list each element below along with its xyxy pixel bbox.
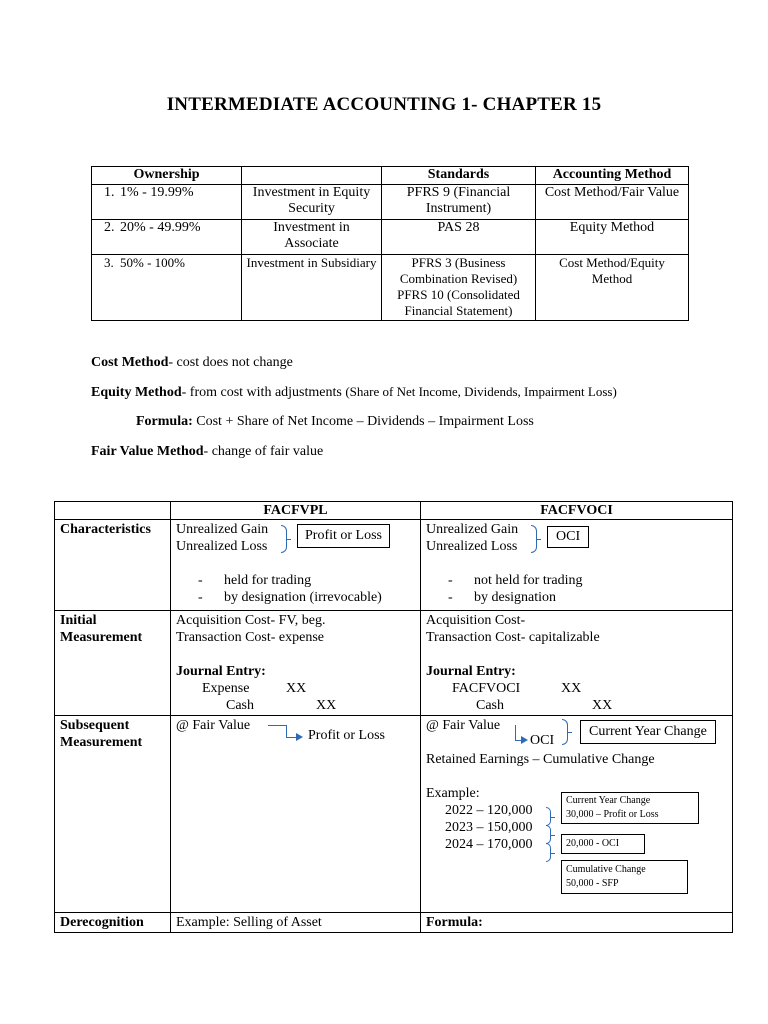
current-year-change-box: Current Year Change xyxy=(580,720,716,744)
table-row xyxy=(92,255,689,321)
ownership-range: 2. 20% - 49.99% xyxy=(92,220,242,255)
fvoci-derecognition: Formula: xyxy=(421,913,733,933)
brace-icon xyxy=(281,525,287,553)
note-box: 20,000 - OCI xyxy=(561,834,645,854)
profit-or-loss-label: Profit or Loss xyxy=(308,728,385,743)
table-header-row xyxy=(55,502,733,520)
fvpl-characteristics: Unrealized Gain Unrealized Loss Profit or Loss - held for trading - by designation (irrevocable) xyxy=(171,520,421,611)
journal-credit-amount: XX xyxy=(316,698,337,713)
arrowhead-icon xyxy=(296,733,303,741)
investment-type: Investment in Equity Security xyxy=(242,185,382,220)
profit-or-loss-box: Profit or Loss xyxy=(297,524,390,548)
fair-value-method-definition: Fair Value Method- change of fair value xyxy=(91,444,324,459)
oci-box: OCI xyxy=(547,526,589,548)
fvoci-initial-measurement: Acquisition Cost- Transaction Cost- capitalizable Journal Entry: FACFVOCI XX Cash XX xyxy=(421,611,733,716)
table-row xyxy=(55,611,733,716)
brace-icon xyxy=(531,525,537,553)
note-box: Current Year Change 30,000 – Profit or Loss xyxy=(561,792,699,824)
row-header: Subsequent Measurement xyxy=(55,716,171,913)
fvpl-derecognition: Example: Selling of Asset xyxy=(171,913,421,933)
oci-label: OCI xyxy=(530,733,555,748)
table-row xyxy=(55,520,733,611)
row-header: Initial Measurement xyxy=(55,611,171,716)
arrowhead-icon xyxy=(521,736,528,744)
ownership-range: 1. 1% - 19.99% xyxy=(92,185,242,220)
equity-method-definition: Equity Method- from cost with adjustments (Share of Net Income, Dividends, Impairment Loss) xyxy=(91,384,617,400)
journal-debit-amount: XX xyxy=(286,681,307,696)
cost-method-definition: Cost Method- cost does not change xyxy=(91,355,293,370)
arrow-icon xyxy=(268,725,287,738)
row-header: Characteristics xyxy=(55,520,171,611)
journal-debit: FACFVOCI xyxy=(452,681,521,696)
table-row xyxy=(55,913,733,933)
note-box: Cumulative Change 50,000 - SFP xyxy=(561,860,688,894)
brace-icon xyxy=(546,825,551,844)
ownership-range: 3. 50% - 100% xyxy=(92,255,242,321)
standard: PFRS 9 (Financial Instrument) xyxy=(382,185,536,220)
brace-icon xyxy=(546,843,551,862)
standard: PAS 28 xyxy=(382,220,536,255)
fvpl-subsequent-measurement: @ Fair Value Profit or Loss xyxy=(171,716,421,913)
fvpl-initial-measurement: Acquisition Cost- FV, beg. Transaction Cost- expense Journal Entry: Expense XX Cash XX xyxy=(171,611,421,716)
accounting-method: Equity Method xyxy=(536,220,689,255)
row-header: Derecognition xyxy=(55,913,171,933)
brace-icon xyxy=(546,807,551,826)
table-header-row xyxy=(92,167,689,185)
column-header: Standards xyxy=(382,167,536,185)
column-header xyxy=(242,167,382,185)
column-header: FACFVOCI xyxy=(421,502,733,520)
journal-credit: Cash xyxy=(226,698,254,713)
column-header: Ownership xyxy=(92,167,242,185)
accounting-method: Cost Method/Fair Value xyxy=(536,185,689,220)
page-title: INTERMEDIATE ACCOUNTING 1- CHAPTER 15 xyxy=(166,94,602,115)
fvoci-subsequent-measurement: @ Fair Value OCI Current Year Change Retained Earnings – Cumulative Change Example: 2022 – 120,000 2023 – 150,000 2024 – 170,000 Current Year Change 30,000 – Profit or Loss 20,000 - OCI Cumulative Change 50,000 - SFP xyxy=(421,716,733,913)
table-row xyxy=(55,716,733,913)
column-header: FACFVPL xyxy=(171,502,421,520)
fvoci-characteristics: Unrealized Gain Unrealized Loss OCI - not held for trading - by designation xyxy=(421,520,733,611)
investment-type: Investment in Subsidiary xyxy=(242,255,382,321)
arrow-icon xyxy=(515,725,516,740)
investment-type: Investment in Associate xyxy=(242,220,382,255)
journal-debit: Expense xyxy=(202,681,250,696)
table-row xyxy=(92,220,689,255)
standard: PFRS 3 (Business Combination Revised) PFRS 10 (Consolidated Financial Statement) xyxy=(382,255,536,321)
ownership-table xyxy=(91,166,689,321)
brace-icon xyxy=(562,719,568,745)
journal-credit-amount: XX xyxy=(592,698,613,713)
journal-debit-amount: XX xyxy=(561,681,582,696)
journal-credit: Cash xyxy=(476,698,504,713)
equity-formula: Formula: Cost + Share of Net Income – Dividends – Impairment Loss xyxy=(136,414,534,429)
financial-asset-table xyxy=(54,501,733,933)
accounting-method: Cost Method/Equity Method xyxy=(536,255,689,321)
column-header xyxy=(55,502,171,520)
table-row xyxy=(92,185,689,220)
column-header: Accounting Method xyxy=(536,167,689,185)
